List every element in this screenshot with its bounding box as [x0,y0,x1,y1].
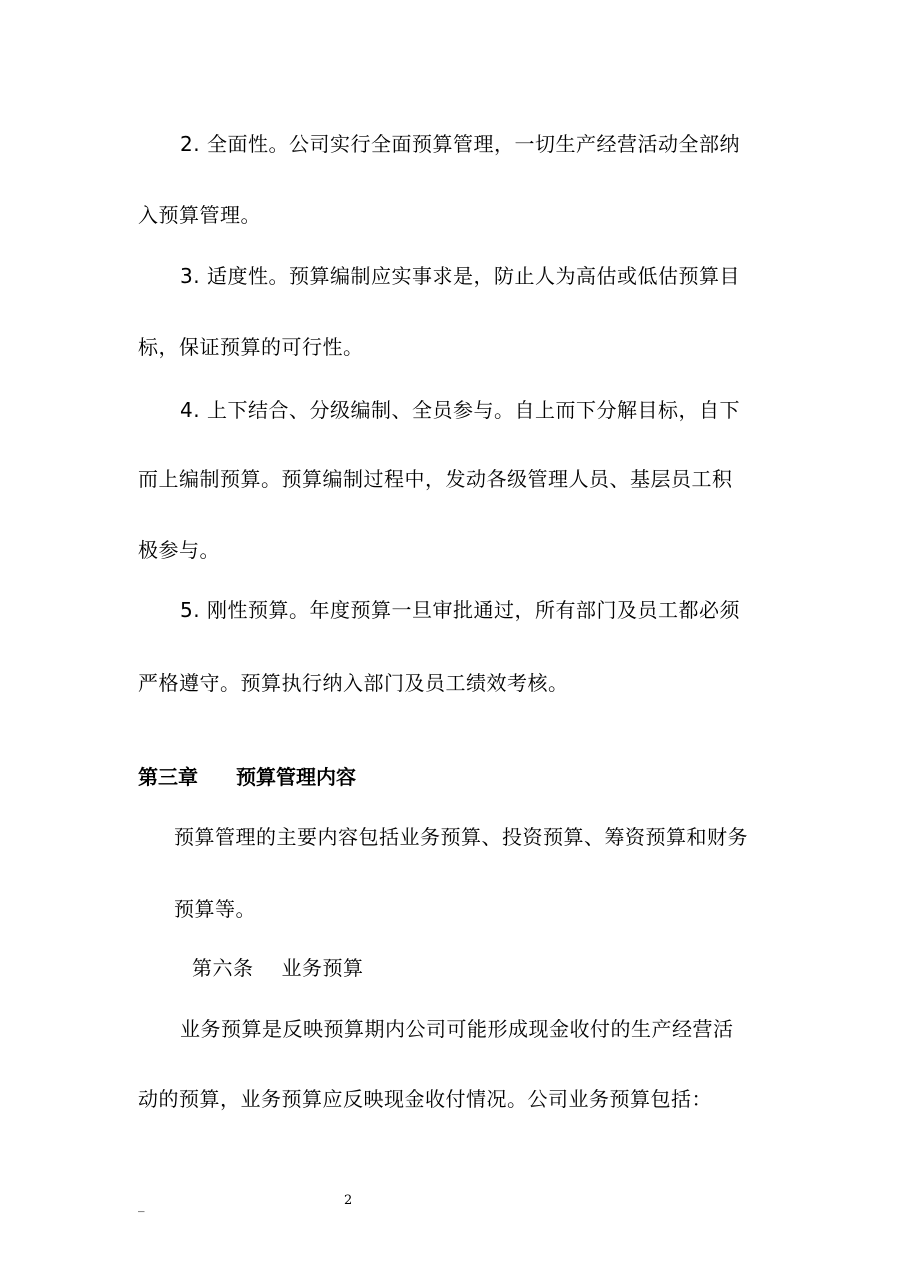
page-number: 2 [344,1193,353,1208]
paragraph-line: 预算等。 [174,897,256,921]
chapter-title: 预算管理内容 [236,765,356,789]
chapter-number: 第三章 [138,765,198,789]
paragraph-line: 严格遵守。预算执行纳入部门及员工绩效考核。 [138,671,569,695]
article-title: 业务预算 [281,956,364,980]
paragraph-line: 5. 刚性预算。年度预算一旦审批通过，所有部门及员工都必须 [180,598,740,622]
footer-mark: _ [138,1198,145,1213]
paragraph-line: 3. 适度性。预算编制应实事求是，防止人为高估或低估预算目 [180,264,740,288]
paragraph-line: 预算管理的主要内容包括业务预算、投资预算、筹资预算和财务 [174,825,748,849]
chapter-heading [138,765,356,789]
paragraph-line: 动的预算，业务预算应反映现金收付情况。公司业务预算包括： [138,1087,712,1111]
article-heading [192,956,364,980]
paragraph-line: 而上编制预算。预算编制过程中，发动各级管理人员、基层员工积 [138,467,733,491]
paragraph-line: 业务预算是反映预算期内公司可能形成现金收付的生产经营活 [180,1017,734,1041]
paragraph-line: 标，保证预算的可行性。 [138,335,364,359]
paragraph-line: 2. 全面性。公司实行全面预算管理，一切生产经营活动全部纳 [180,132,740,156]
paragraph-line: 极参与。 [138,538,220,562]
paragraph-line: 入预算管理。 [138,203,261,227]
article-number: 第六条 [192,956,254,980]
paragraph-line: 4. 上下结合、分级编制、全员参与。自上而下分解目标，自下 [180,398,740,422]
